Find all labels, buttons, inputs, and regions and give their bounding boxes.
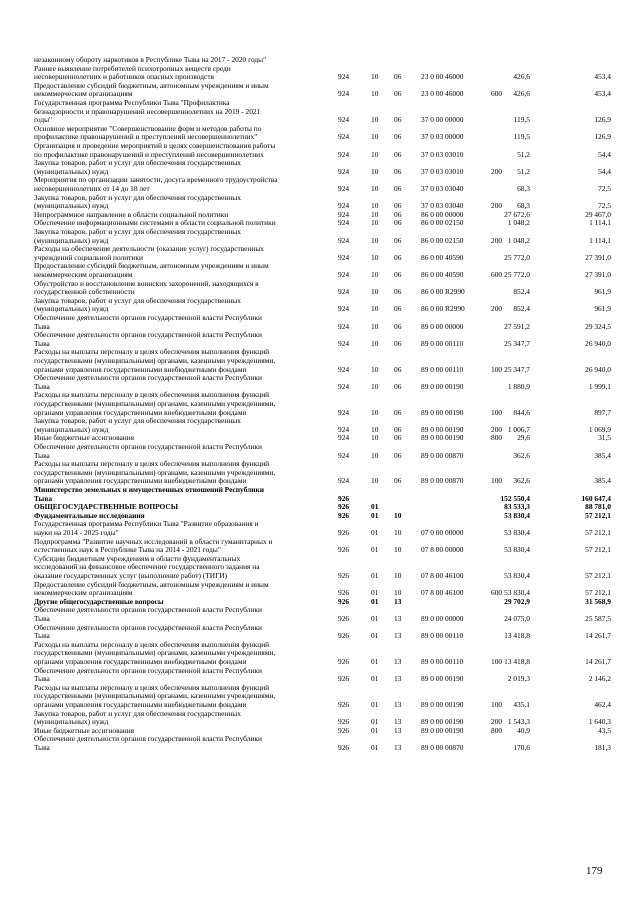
amount-2020-cell: 29 702,9 (504, 596, 530, 606)
ministry-code-cell: 924 (338, 321, 350, 331)
subsection-code-cell: 13 (394, 700, 402, 709)
target-article-cell: 86 0 00 40590 (421, 252, 464, 262)
target-article-cell: 89 0 00 00190 (421, 381, 464, 391)
amount-2021-cell: 43,5 (598, 725, 611, 735)
subsection-code-cell: 06 (394, 270, 402, 279)
section-code-cell: 01 (371, 596, 379, 606)
section-code-cell: 01 (371, 743, 379, 752)
expense-type-cell: 600 (491, 270, 503, 279)
amount-2021-cell: 14 261,7 (585, 657, 611, 666)
ministry-code-cell: 926 (338, 725, 350, 735)
amount-2021-cell: 27 391,0 (585, 252, 611, 262)
expense-type-cell: 100 (491, 407, 503, 417)
row-description: Государственная программа Республики Тыва "Развитие образования и науки на 2014 - 2025 годы" (34, 519, 259, 537)
amount-2020-cell: 24 075,0 (504, 614, 530, 623)
target-article-cell: 89 0 00 00110 (421, 364, 464, 374)
ministry-code-cell: 924 (338, 424, 350, 434)
subsection-code-cell: 06 (394, 364, 402, 374)
amount-2020-cell: 119,5 (513, 132, 530, 142)
section-code-cell: 10 (371, 209, 379, 219)
target-article-cell: 37 0 03 03040 (421, 201, 464, 211)
row-description: Фундаментальные исследования (34, 510, 145, 520)
expense-type-cell: 200 (491, 717, 503, 727)
target-article-cell: 37 0 03 03040 (421, 184, 464, 193)
subsection-code-cell: 10 (394, 528, 402, 537)
section-code-cell: 10 (371, 132, 379, 142)
target-article-cell: 89 0 00 00110 (421, 338, 464, 348)
amount-2021-cell: 453,4 (594, 72, 611, 82)
target-article-cell: 89 0 00 00190 (421, 674, 464, 684)
row-description: Иные бюджетные ассигнования (34, 725, 135, 735)
expense-type-cell: 200 (491, 235, 503, 245)
ministry-code-cell: 926 (338, 502, 350, 512)
row-description: Раннее выявление потребителей психотропных веществ среди несовершеннолетних и работников опасных производств (34, 63, 231, 82)
amount-2020-cell: 27 672,6 (504, 209, 530, 219)
amount-2021-cell: 385,4 (594, 476, 611, 486)
section-code-cell: 01 (371, 614, 379, 623)
ministry-code-cell: 926 (338, 528, 350, 537)
amount-2020-cell: 83 533,3 (504, 502, 530, 512)
amount-2020-cell: 29,6 (517, 433, 530, 443)
expense-type-cell: 600 (491, 588, 503, 598)
section-code-cell: 01 (371, 588, 379, 598)
section-code-cell: 01 (371, 631, 379, 641)
subsection-code-cell: 13 (394, 657, 402, 666)
amount-2021-cell: 57 212,1 (585, 528, 611, 537)
ministry-code-cell: 924 (338, 270, 350, 279)
amount-2020-cell: 362,6 (513, 450, 530, 460)
page-number: 179 (586, 865, 603, 877)
section-code-cell: 10 (371, 364, 379, 374)
target-article-cell: 23 0 00 46000 (421, 89, 464, 99)
target-article-cell: 86 0 00 02150 (421, 218, 464, 228)
amount-2020-cell: 13 418,8 (504, 631, 530, 641)
section-code-cell: 01 (371, 700, 379, 709)
row-description: Предоставление субсидий бюджетным, автономным учреждениям и иным некоммерческим организациям (34, 80, 269, 99)
subsection-code-cell: 06 (394, 407, 402, 417)
section-code-cell: 10 (371, 149, 379, 159)
subsection-code-cell: 10 (394, 545, 402, 555)
amount-2021-cell: 57 212,1 (585, 545, 611, 555)
ministry-code-cell: 926 (338, 571, 350, 580)
subsection-code-cell: 06 (394, 476, 402, 486)
ministry-code-cell: 924 (338, 338, 350, 348)
expense-type-cell: 800 (491, 725, 503, 735)
target-article-cell: 23 0 00 46000 (421, 72, 464, 82)
ministry-code-cell: 924 (338, 149, 350, 159)
amount-2020-cell: 435,1 (513, 700, 530, 709)
amount-2020-cell: 1 880,9 (507, 381, 530, 391)
subsection-code-cell: 06 (394, 252, 402, 262)
section-code-cell: 10 (371, 433, 379, 443)
expense-type-cell: 100 (491, 700, 503, 709)
subsection-code-cell: 13 (394, 614, 402, 623)
subsection-code-cell: 06 (394, 424, 402, 434)
amount-2021-cell: 961,9 (594, 304, 611, 314)
section-code-cell: 01 (371, 657, 379, 666)
subsection-code-cell: 06 (394, 149, 402, 159)
subsection-code-cell: 13 (394, 596, 402, 606)
ministry-code-cell: 926 (338, 510, 350, 520)
amount-2021-cell: 57 212,1 (585, 571, 611, 580)
amount-2020-cell: 1 543,3 (507, 717, 530, 727)
amount-2021-cell: 57 212,1 (585, 588, 611, 598)
amount-2020-cell: 1 048,2 (507, 218, 530, 228)
amount-2020-cell: 1 048,2 (507, 235, 530, 245)
row-description: Закупка товаров, работ и услуг для обеспечения государственных (муниципальных) нужд (34, 192, 241, 211)
ministry-code-cell: 926 (338, 631, 350, 641)
row-description: ОБЩЕГОСУДАРСТВЕННЫЕ ВОПРОСЫ (34, 502, 178, 512)
amount-2021-cell: 1 999,1 (588, 381, 611, 391)
row-description: Закупка товаров, работ и услуг для обеспечения государственных (муниципальных) нужд (34, 416, 241, 434)
section-code-cell: 10 (371, 338, 379, 348)
amount-2020-cell: 25 772,0 (504, 270, 530, 279)
amount-2021-cell: 126,9 (594, 115, 611, 125)
target-article-cell: 89 0 00 00110 (421, 631, 464, 641)
amount-2020-cell: 40,9 (517, 725, 530, 735)
amount-2020-cell: 426,6 (513, 89, 530, 99)
row-description: Расходы на выплаты персоналу в целях обеспечения выполнения функций государственными (муниципальными) органами, казенными учреждениями, органами управления государственными внебюджетными фондами (34, 639, 276, 666)
amount-2020-cell: 25 347,7 (504, 364, 530, 374)
target-article-cell: 86 0 00 00000 (421, 209, 464, 219)
section-code-cell: 01 (371, 502, 379, 512)
target-article-cell: 89 0 00 00000 (421, 321, 464, 331)
row-description: Обеспечение деятельности органов государственной власти Республики Тыва (34, 313, 262, 331)
ministry-code-cell: 924 (338, 115, 350, 125)
section-code-cell: 10 (371, 184, 379, 193)
expense-type-cell: 800 (491, 433, 503, 443)
subsection-code-cell: 06 (394, 218, 402, 228)
amount-2021-cell: 14 261,7 (585, 631, 611, 641)
row-description: Расходы на выплаты персоналу в целях обеспечения выполнения функций государственными (муниципальными) органами, казенными учреждениями, органами управления государственными внебюджетными фондами (34, 390, 276, 417)
row-description: незаконному обороту наркотиков в Республике Тыва на 2017 - 2020 годы" (34, 55, 267, 64)
section-code-cell: 01 (371, 528, 379, 537)
row-description: Расходы на выплаты персоналу в целях обеспечения выполнения функций государственными (муниципальными) органами, казенными учреждениями, органами управления государственными внебюджетными фондами (34, 682, 276, 709)
section-code-cell: 10 (371, 407, 379, 417)
amount-2020-cell: 27 591,2 (504, 321, 530, 331)
subsection-code-cell: 06 (394, 321, 402, 331)
amount-2021-cell: 54,4 (598, 149, 611, 159)
section-code-cell: 10 (371, 321, 379, 331)
row-description: Субсидии бюджетным учреждениям в области фундаментальных исследований на финансовое обеспечение государственного задания на оказание государственных услуг (выполнение работ) (ТИГИ) (34, 553, 260, 580)
ministry-code-cell: 924 (338, 209, 350, 219)
amount-2021-cell: 25 587,5 (585, 614, 611, 623)
amount-2021-cell: 897,7 (594, 407, 611, 417)
ministry-code-cell: 926 (338, 657, 350, 666)
target-article-cell: 07 8 00 46100 (421, 571, 464, 580)
section-code-cell: 10 (371, 450, 379, 460)
expense-type-cell: 200 (491, 201, 503, 211)
amount-2021-cell: 2 146,2 (588, 674, 611, 684)
amount-2020-cell: 68,3 (517, 184, 530, 193)
amount-2021-cell: 31,5 (598, 433, 611, 443)
row-description: Закупка товаров, работ и услуг для обеспечения государственных (муниципальных) нужд (34, 295, 241, 314)
target-article-cell: 89 0 00 00190 (421, 433, 464, 443)
ministry-code-cell: 924 (338, 287, 350, 297)
row-description: Организация и проведение мероприятий в целях совершенствования работы по профилактике правонарушений и преступлений несовершеннолетних (34, 141, 276, 159)
target-article-cell: 86 0 00 R2990 (421, 304, 465, 314)
row-description: Предоставление субсидий бюджетным, автономным учреждениям и иным некоммерческим организациям (34, 261, 269, 279)
subsection-code-cell: 13 (394, 743, 402, 752)
ministry-code-cell: 926 (338, 596, 350, 606)
section-code-cell: 01 (371, 571, 379, 580)
target-article-cell: 89 0 00 00190 (421, 700, 464, 709)
ministry-code-cell: 924 (338, 184, 350, 193)
amount-2020-cell: 25 772,0 (504, 252, 530, 262)
ministry-code-cell: 926 (338, 588, 350, 598)
subsection-code-cell: 06 (394, 209, 402, 219)
row-description: Подпрограмма "Развитие научных исследований в области гуманитарных и естественных наук в Республике Тыва на 2014 - 2021 годы" (34, 536, 273, 555)
target-article-cell: 86 0 00 R2990 (421, 287, 465, 297)
target-article-cell: 07 8 00 46100 (421, 588, 464, 598)
amount-2021-cell: 26 940,0 (585, 338, 611, 348)
row-description: Другие общегосударственные вопросы (34, 596, 164, 606)
target-article-cell: 89 0 00 00000 (421, 614, 464, 623)
section-code-cell: 10 (371, 89, 379, 99)
section-code-cell: 10 (371, 252, 379, 262)
section-code-cell: 10 (371, 218, 379, 228)
amount-2021-cell: 26 940,0 (585, 364, 611, 374)
ministry-code-cell: 926 (338, 700, 350, 709)
subsection-code-cell: 06 (394, 166, 402, 176)
amount-2021-cell: 453,4 (594, 89, 611, 99)
target-article-cell: 86 0 00 40590 (421, 270, 464, 279)
ministry-code-cell: 924 (338, 235, 350, 245)
row-description: Министерство земельных и имущественных отношений Республики Тыва (34, 485, 265, 503)
row-description: Расходы на выплаты персоналу в целях обеспечения выполнения функций государственными (муниципальными) органами, казенными учреждениями, органами управления государственными внебюджетными фондами (34, 347, 276, 374)
amount-2021-cell: 181,3 (594, 743, 611, 752)
amount-2021-cell: 72,5 (598, 201, 611, 211)
section-code-cell: 10 (371, 235, 379, 245)
ministry-code-cell: 926 (338, 743, 350, 752)
section-code-cell: 10 (371, 304, 379, 314)
subsection-code-cell: 06 (394, 235, 402, 245)
ministry-code-cell: 924 (338, 304, 350, 314)
amount-2020-cell: 170,6 (513, 743, 530, 752)
target-article-cell: 89 0 00 00190 (421, 717, 464, 727)
subsection-code-cell: 06 (394, 304, 402, 314)
target-article-cell: 37 0 03 00000 (421, 132, 464, 142)
target-article-cell: 07 0 00 00000 (421, 528, 464, 537)
amount-2020-cell: 362,6 (513, 476, 530, 486)
amount-2020-cell: 1 006,7 (507, 424, 530, 434)
amount-2021-cell: 31 568,9 (585, 596, 611, 606)
row-description: Обустройство и восстановление воинских захоронений, находящихся в государственной собственности (34, 278, 259, 297)
amount-2021-cell: 27 391,0 (585, 270, 611, 279)
row-description: Обеспечение деятельности органов государственной власти Республики Тыва (34, 330, 262, 348)
section-code-cell: 10 (371, 270, 379, 279)
expense-type-cell: 100 (491, 657, 503, 666)
amount-2020-cell: 53 830,4 (504, 545, 530, 555)
row-description: Расходы на обеспечение деятельности (оказание услуг) государственных учреждений социальной политики (34, 244, 265, 262)
amount-2021-cell: 1 069,9 (588, 424, 611, 434)
ministry-code-cell: 924 (338, 89, 350, 99)
subsection-code-cell: 06 (394, 132, 402, 142)
row-description: Мероприятия по организации занятости, досуга временного трудоустройства несовершеннолетних от 14 до 18 лет (34, 175, 278, 193)
target-article-cell: 89 0 00 00190 (421, 424, 464, 434)
section-code-cell: 10 (371, 115, 379, 125)
subsection-code-cell: 06 (394, 287, 402, 297)
ministry-code-cell: 926 (338, 717, 350, 727)
target-article-cell: 86 0 00 02150 (421, 235, 464, 245)
amount-2020-cell: 119,5 (513, 115, 530, 125)
subsection-code-cell: 10 (394, 571, 402, 580)
target-article-cell: 89 0 00 00870 (421, 450, 464, 460)
target-article-cell: 89 0 00 00870 (421, 476, 464, 486)
ministry-code-cell: 924 (338, 132, 350, 142)
ministry-code-cell: 924 (338, 450, 350, 460)
subsection-code-cell: 13 (394, 631, 402, 641)
target-article-cell: 89 0 00 00870 (421, 743, 464, 752)
row-description: Расходы на выплаты персоналу в целях обеспечения выполнения функций государственными (муниципальными) органами, казенными учреждениями, органами управления государственными внебюджетными фондами (34, 459, 276, 486)
row-description: Обеспечение деятельности органов государственной власти Республики Тыва (34, 665, 262, 684)
amount-2020-cell: 53 830,4 (504, 528, 530, 537)
amount-2021-cell: 29 324,5 (585, 321, 611, 331)
amount-2020-cell: 852,4 (513, 287, 530, 297)
section-code-cell: 01 (371, 725, 379, 735)
amount-2020-cell: 13 418,8 (504, 657, 530, 666)
target-article-cell: 37 0 00 00000 (421, 115, 464, 125)
ministry-code-cell: 924 (338, 381, 350, 391)
row-description: Предоставление субсидий бюджетным, автономным учреждениям и иным некоммерческим организациям (34, 579, 269, 598)
subsection-code-cell: 10 (394, 510, 402, 520)
expense-type-cell: 100 (491, 364, 503, 374)
subsection-code-cell: 06 (394, 338, 402, 348)
amount-2020-cell: 53 830,4 (504, 571, 530, 580)
ministry-code-cell: 924 (338, 72, 350, 82)
subsection-code-cell: 10 (394, 588, 402, 598)
amount-2020-cell: 2 019,3 (507, 674, 530, 684)
amount-2021-cell: 1 114,1 (589, 235, 611, 245)
ministry-code-cell: 924 (338, 218, 350, 228)
subsection-code-cell: 06 (394, 89, 402, 99)
subsection-code-cell: 06 (394, 450, 402, 460)
row-description: Закупка товаров, работ и услуг для обеспечения государственных (муниципальных) нужд (34, 227, 241, 245)
ministry-code-cell: 924 (338, 476, 350, 486)
row-description: Государственная программа Республики Тыва "Профилактика безнадзорности и правонарушений несовершеннолетних на 2019 - 2021 годы" (34, 98, 261, 125)
ministry-code-cell: 926 (338, 493, 350, 503)
amount-2020-cell: 844,6 (513, 407, 530, 417)
amount-2021-cell: 57 212,1 (585, 510, 611, 520)
expense-type-cell: 200 (491, 304, 503, 314)
row-description: Обеспечение деятельности органов государственной власти Республики Тыва (34, 734, 262, 752)
row-description: Закупка товаров, работ и услуг для обеспечения государственных (муниципальных) нужд (34, 158, 241, 176)
row-description: Обеспечение деятельности органов государственной власти Республики Тыва (34, 605, 262, 623)
row-description: Обеспечение деятельности органов государственной власти Республики Тыва (34, 373, 262, 391)
row-description: Обеспечение информационными системами в области социальной политики (34, 218, 276, 228)
ministry-code-cell: 924 (338, 201, 350, 211)
amount-2020-cell: 426,6 (513, 72, 530, 82)
ministry-code-cell: 924 (338, 407, 350, 417)
ministry-code-cell: 924 (338, 364, 350, 374)
row-description: Иные бюджетные ассигнования (34, 433, 135, 443)
row-description: Непрограммное направление в области социальной политики (34, 209, 229, 219)
row-description: Обеспечение деятельности органов государственной власти Республики Тыва (34, 442, 262, 460)
target-article-cell: 89 0 00 00190 (421, 407, 464, 417)
target-article-cell: 37 0 03 03010 (421, 166, 464, 176)
section-code-cell: 01 (371, 674, 379, 684)
subsection-code-cell: 06 (394, 184, 402, 193)
section-code-cell: 10 (371, 287, 379, 297)
amount-2021-cell: 160 647,4 (581, 493, 611, 503)
section-code-cell: 01 (371, 545, 379, 555)
subsection-code-cell: 06 (394, 381, 402, 391)
amount-2020-cell: 51,2 (517, 166, 530, 176)
section-code-cell: 10 (371, 166, 379, 176)
ministry-code-cell: 926 (338, 545, 350, 555)
ministry-code-cell: 924 (338, 433, 350, 443)
subsection-code-cell: 13 (394, 717, 402, 727)
amount-2020-cell: 51,2 (517, 149, 530, 159)
section-code-cell: 10 (371, 424, 379, 434)
row-description: Закупка товаров, работ и услуг для обеспечения государственных (муниципальных) нужд (34, 708, 241, 727)
ministry-code-cell: 924 (338, 166, 350, 176)
amount-2020-cell: 68,3 (517, 201, 530, 211)
amount-2021-cell: 385,4 (594, 450, 611, 460)
amount-2021-cell: 29 467,0 (585, 209, 611, 219)
section-code-cell: 01 (371, 717, 379, 727)
amount-2021-cell: 462,4 (594, 700, 611, 709)
subsection-code-cell: 06 (394, 115, 402, 125)
amount-2021-cell: 126,9 (594, 132, 611, 142)
section-code-cell: 10 (371, 381, 379, 391)
ministry-code-cell: 926 (338, 674, 350, 684)
ministry-code-cell: 926 (338, 614, 350, 623)
target-article-cell: 37 0 03 03010 (421, 149, 464, 159)
amount-2020-cell: 53 830,4 (504, 510, 530, 520)
target-article-cell: 07 8 00 00000 (421, 545, 464, 555)
subsection-code-cell: 06 (394, 201, 402, 211)
amount-2021-cell: 1 640,3 (588, 717, 611, 727)
row-description: Обеспечение деятельности органов государственной власти Республики Тыва (34, 622, 262, 641)
subsection-code-cell: 06 (394, 72, 402, 82)
amount-2020-cell: 152 550,4 (500, 493, 530, 503)
expense-type-cell: 200 (491, 166, 503, 176)
expense-type-cell: 200 (491, 424, 503, 434)
amount-2020-cell: 53 830,4 (504, 588, 530, 598)
target-article-cell: 89 0 00 00190 (421, 725, 464, 735)
expense-type-cell: 100 (491, 476, 503, 486)
section-code-cell: 10 (371, 476, 379, 486)
section-code-cell: 01 (371, 510, 379, 520)
amount-2020-cell: 25 347,7 (504, 338, 530, 348)
ministry-code-cell: 924 (338, 252, 350, 262)
subsection-code-cell: 13 (394, 725, 402, 735)
amount-2021-cell: 88 781,0 (585, 502, 611, 512)
subsection-code-cell: 06 (394, 433, 402, 443)
row-description: Основное мероприятие "Совершенствование форм и методов работы по профилактике правонарушений и преступлений несовершеннолетних" (34, 123, 262, 142)
amount-2020-cell: 852,4 (513, 304, 530, 314)
amount-2021-cell: 54,4 (598, 166, 611, 176)
section-code-cell: 10 (371, 72, 379, 82)
amount-2021-cell: 961,9 (594, 287, 611, 297)
subsection-code-cell: 13 (394, 674, 402, 684)
amount-2021-cell: 1 114,1 (589, 218, 611, 228)
expense-type-cell: 600 (491, 89, 503, 99)
amount-2021-cell: 72,5 (598, 184, 611, 193)
section-code-cell: 10 (371, 201, 379, 211)
target-article-cell: 89 0 00 00110 (421, 657, 464, 666)
